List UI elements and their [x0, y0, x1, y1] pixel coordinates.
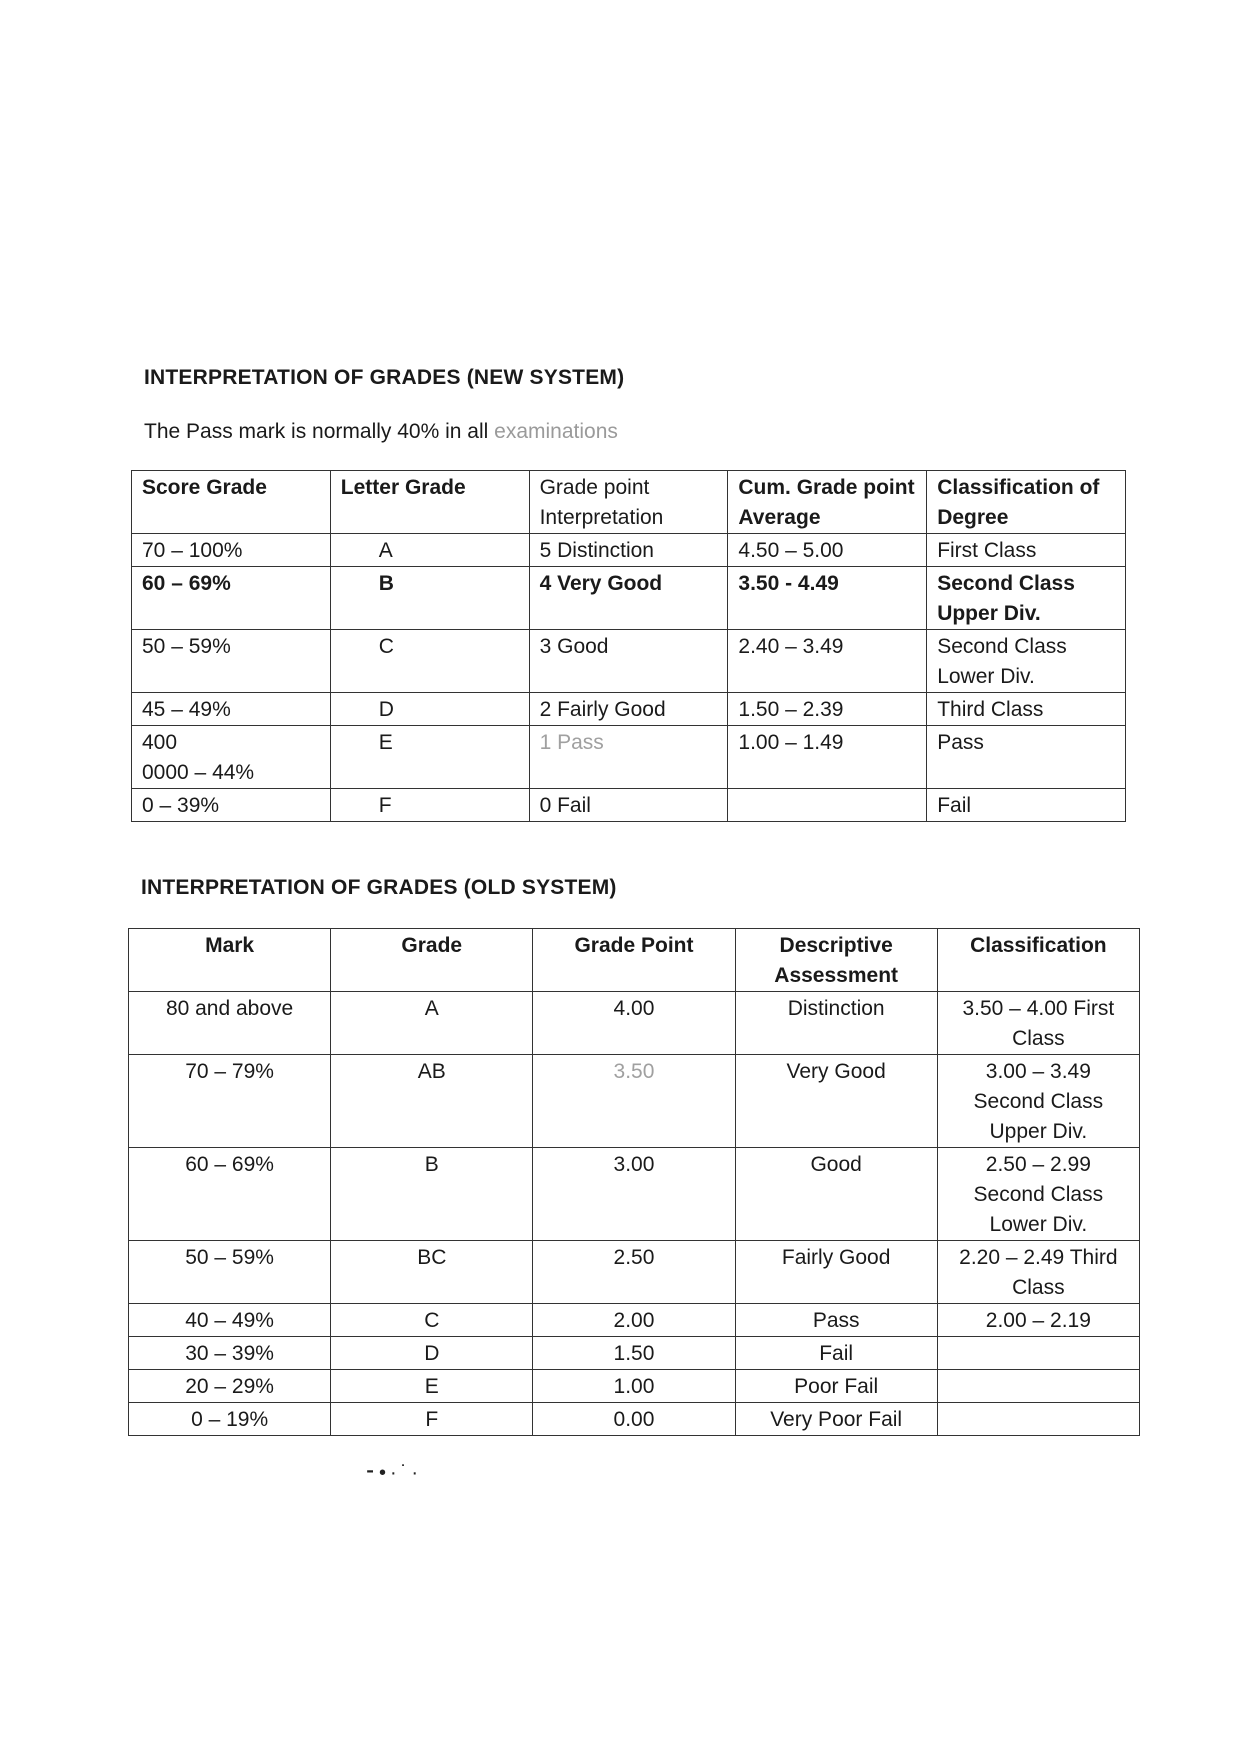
table-row [129, 1337, 1140, 1370]
classification-cell: 2.20 – 2.49 Third Class [937, 1241, 1139, 1304]
table-row [132, 693, 1126, 726]
descriptive-assessment-cell: Poor Fail [735, 1370, 937, 1403]
grade-point-cell: 0.00 [533, 1403, 735, 1436]
pass-mark-note-text: The Pass mark is normally 40% in all [144, 420, 489, 443]
descriptive-assessment-cell: Fail [735, 1337, 937, 1370]
mark-cell: 60 – 69% [129, 1148, 331, 1241]
cgpa-cell: 1.00 – 1.49 [728, 726, 927, 789]
mark-cell: 40 – 49% [129, 1304, 331, 1337]
letter-grade-cell: C [330, 630, 529, 693]
scan-specks: ⁃•·˙· [365, 1462, 422, 1484]
grade-point-cell: 2.00 [533, 1304, 735, 1337]
cgpa-cell: 2.40 – 3.49 [728, 630, 927, 693]
mark-cell: 70 – 79% [129, 1055, 331, 1148]
grade-point-cell: 1.50 [533, 1337, 735, 1370]
grade-point-cell: 4.00 [533, 992, 735, 1055]
pass-mark-note [144, 420, 618, 444]
header-classification-of-degree: Classification of Degree [927, 471, 1126, 534]
score-grade-cell: 60 – 69% [132, 567, 331, 630]
table-row [129, 1148, 1140, 1241]
cgpa-cell: 1.50 – 2.39 [728, 693, 927, 726]
header-descriptive-assessment: Descriptive Assessment [735, 929, 937, 992]
letter-grade-cell: D [330, 693, 529, 726]
grade-point-cell: 3.50 [533, 1055, 735, 1148]
header-score-grade: Score Grade [132, 471, 331, 534]
letter-grade-cell: A [330, 534, 529, 567]
header-grade-point: Grade Point [533, 929, 735, 992]
cgpa-cell: 4.50 – 5.00 [728, 534, 927, 567]
header-grade: Grade [331, 929, 533, 992]
grade-cell: E [331, 1370, 533, 1403]
interpretation-cell: 0 Fail [529, 789, 728, 822]
cgpa-cell [728, 789, 927, 822]
grade-cell: D [331, 1337, 533, 1370]
interpretation-cell: 3 Good [529, 630, 728, 693]
letter-grade-cell: E [330, 726, 529, 789]
grade-cell: F [331, 1403, 533, 1436]
score-grade-cell: 0 – 39% [132, 789, 331, 822]
score-grade-cell: 70 – 100% [132, 534, 331, 567]
table-row [129, 1403, 1140, 1436]
classification-cell: 3.00 – 3.49 Second Class Upper Div. [937, 1055, 1139, 1148]
descriptive-assessment-cell: Very Good [735, 1055, 937, 1148]
degree-class-cell: Second Class Upper Div. [927, 567, 1126, 630]
table-row [132, 630, 1126, 693]
cgpa-cell: 3.50 - 4.49 [728, 567, 927, 630]
classification-cell [937, 1337, 1139, 1370]
classification-cell: 3.50 – 4.00 First Class [937, 992, 1139, 1055]
classification-cell: 2.00 – 2.19 [937, 1304, 1139, 1337]
degree-class-cell: Pass [927, 726, 1126, 789]
letter-grade-cell: F [330, 789, 529, 822]
classification-cell [937, 1370, 1139, 1403]
table-row [129, 1241, 1140, 1304]
grade-point-cell: 3.00 [533, 1148, 735, 1241]
pass-mark-note-faded: examinations [494, 420, 618, 443]
score-grade-line-2: 0000 – 44% [142, 761, 255, 784]
table-row [129, 1055, 1140, 1148]
mark-cell: 30 – 39% [129, 1337, 331, 1370]
table-row [132, 789, 1126, 822]
mark-cell: 50 – 59% [129, 1241, 331, 1304]
grades-table-new-system [131, 470, 1126, 822]
interpretation-cell: 4 Very Good [529, 567, 728, 630]
interpretation-cell: 1 Pass [529, 726, 728, 789]
header-classification: Classification [937, 929, 1139, 992]
section-title-new-system: INTERPRETATION OF GRADES (NEW SYSTEM) [144, 366, 625, 389]
header-mark: Mark [129, 929, 331, 992]
grades-table-old-system [128, 928, 1140, 1436]
score-grade-cell [132, 726, 331, 789]
table-row [132, 567, 1126, 630]
grade-cell: B [331, 1148, 533, 1241]
table-row [129, 1370, 1140, 1403]
degree-class-cell: Third Class [927, 693, 1126, 726]
interpretation-cell: 5 Distinction [529, 534, 728, 567]
descriptive-assessment-cell: Pass [735, 1304, 937, 1337]
section-title-old-system: INTERPRETATION OF GRADES (OLD SYSTEM) [141, 876, 617, 899]
descriptive-assessment-cell: Fairly Good [735, 1241, 937, 1304]
grade-cell: AB [331, 1055, 533, 1148]
descriptive-assessment-cell: Good [735, 1148, 937, 1241]
table-row [132, 726, 1126, 789]
score-grade-cell: 50 – 59% [132, 630, 331, 693]
interpretation-cell: 2 Fairly Good [529, 693, 728, 726]
table-header-row [129, 929, 1140, 992]
classification-cell [937, 1403, 1139, 1436]
grade-cell: A [331, 992, 533, 1055]
degree-class-cell: First Class [927, 534, 1126, 567]
table-row [129, 1304, 1140, 1337]
header-grade-point-interpretation: Grade point Interpretation [529, 471, 728, 534]
degree-class-cell: Second Class Lower Div. [927, 630, 1126, 693]
classification-cell: 2.50 – 2.99 Second Class Lower Div. [937, 1148, 1139, 1241]
mark-cell: 0 – 19% [129, 1403, 331, 1436]
mark-cell: 20 – 29% [129, 1370, 331, 1403]
score-grade-line-1: 400 [142, 731, 178, 754]
descriptive-assessment-cell: Very Poor Fail [735, 1403, 937, 1436]
grade-cell: BC [331, 1241, 533, 1304]
table-row [129, 992, 1140, 1055]
header-letter-grade: Letter Grade [330, 471, 529, 534]
degree-class-cell: Fail [927, 789, 1126, 822]
grade-point-cell: 1.00 [533, 1370, 735, 1403]
mark-cell: 80 and above [129, 992, 331, 1055]
grade-point-cell: 2.50 [533, 1241, 735, 1304]
descriptive-assessment-cell: Distinction [735, 992, 937, 1055]
score-grade-cell: 45 – 49% [132, 693, 331, 726]
table-header-row [132, 471, 1126, 534]
header-cum-grade-point-average: Cum. Grade point Average [728, 471, 927, 534]
letter-grade-cell: B [330, 567, 529, 630]
grade-cell: C [331, 1304, 533, 1337]
table-row [132, 534, 1126, 567]
